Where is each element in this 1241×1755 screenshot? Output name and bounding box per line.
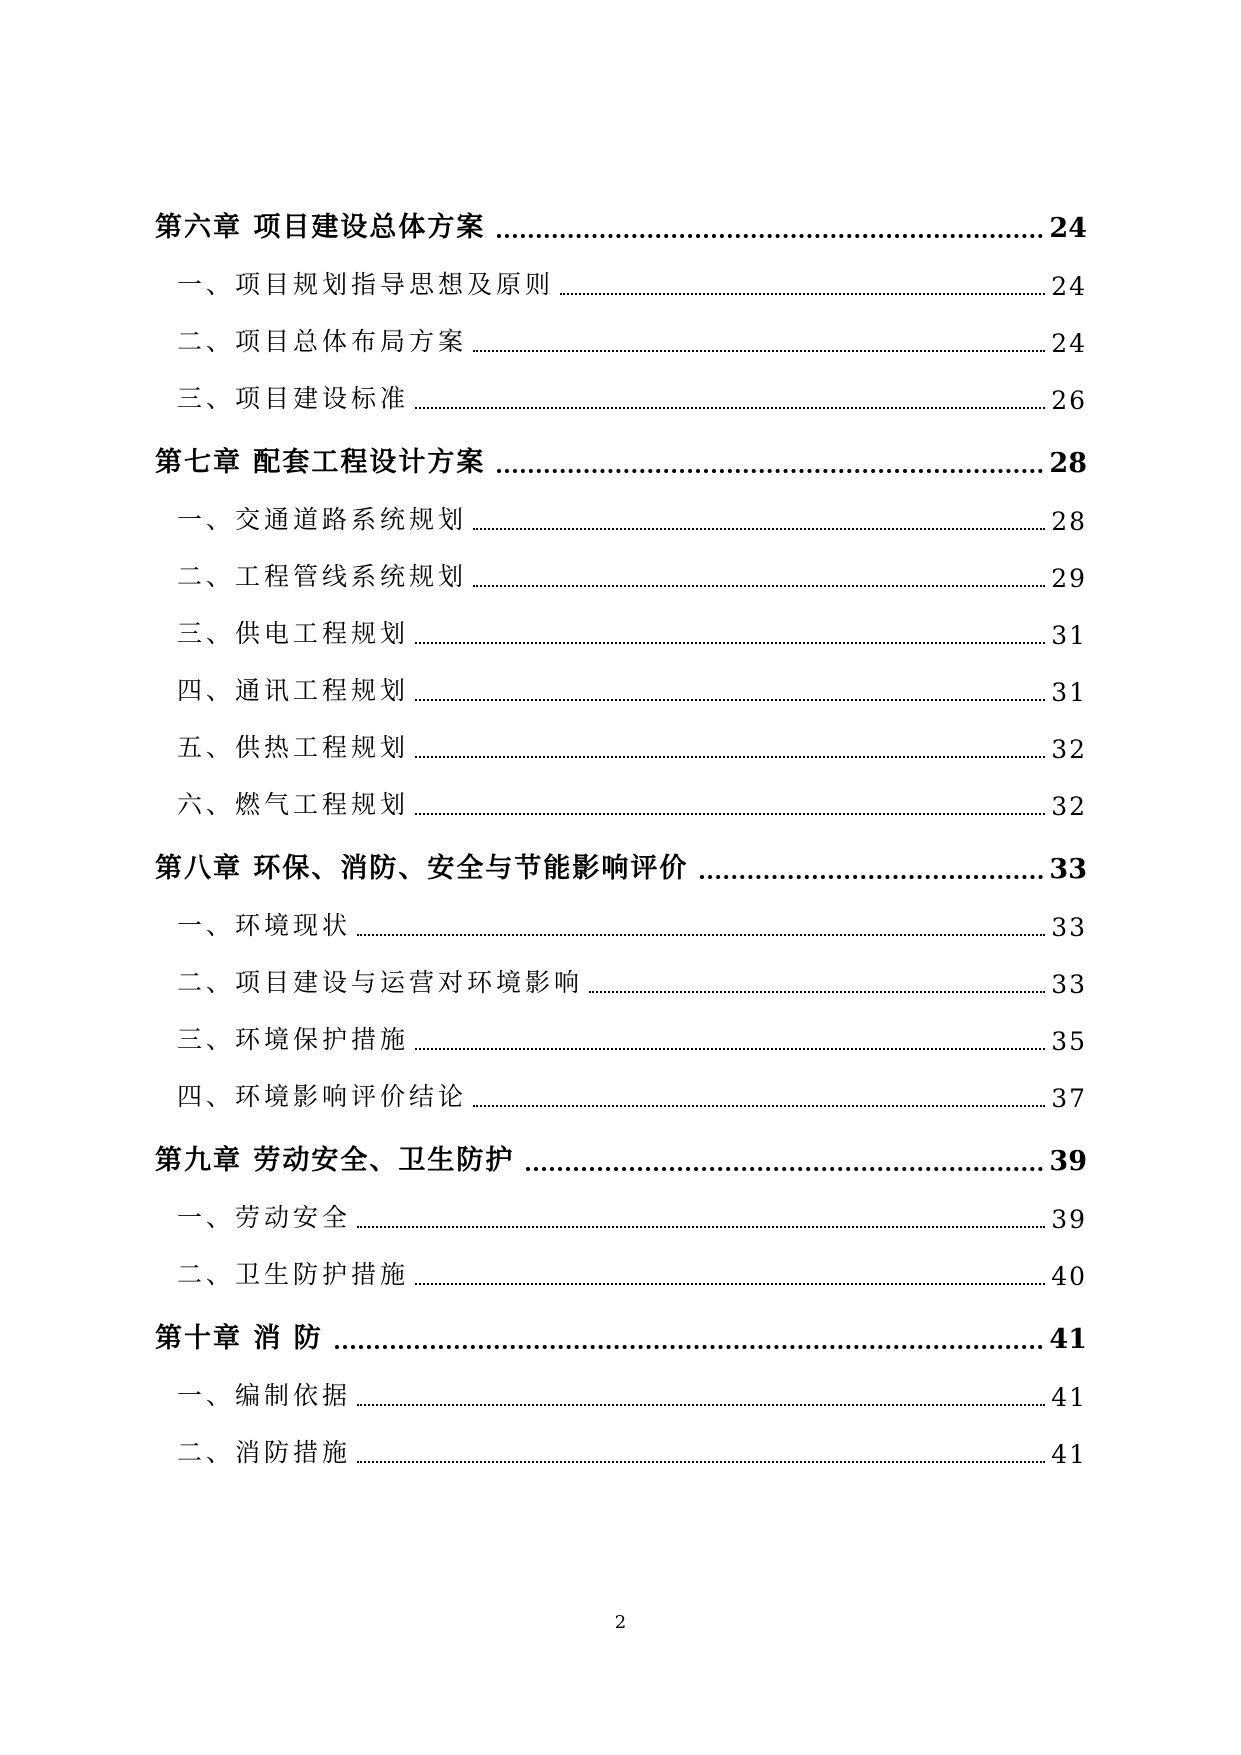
toc-entry-page: 24 xyxy=(1051,329,1087,358)
toc-entry-title: 一、项目规划指导思想及原则 xyxy=(177,270,555,299)
toc-entry-title: 一、环境现状 xyxy=(177,911,352,940)
toc-dot-leader xyxy=(415,1283,1045,1285)
toc-entry-title: 第八章 环保、消防、安全与节能影响评价 xyxy=(155,853,689,884)
toc-chapter-10[interactable] xyxy=(155,1301,1087,1365)
toc-dot-leader xyxy=(415,407,1045,409)
toc-dot-leader xyxy=(415,1048,1045,1050)
toc-dot-leader xyxy=(357,1404,1045,1406)
toc-entry-title: 三、环境保护措施 xyxy=(177,1025,410,1054)
toc-section[interactable] xyxy=(155,1009,1087,1066)
toc-dot-leader xyxy=(473,585,1045,587)
toc-entry-title: 一、交通道路系统规划 xyxy=(177,505,468,534)
toc-entry-page: 33 xyxy=(1051,913,1087,942)
toc-dot-leader xyxy=(357,934,1045,936)
toc-dot-leader xyxy=(415,813,1045,815)
toc-entry-page: 28 xyxy=(1051,507,1087,536)
toc-section[interactable] xyxy=(155,952,1087,1009)
toc-entry-page: 41 xyxy=(1049,1324,1087,1355)
toc-entry-title: 第十章 消 防 xyxy=(155,1323,323,1354)
toc-entry-title: 二、项目总体布局方案 xyxy=(177,327,468,356)
toc-dot-leader xyxy=(589,991,1045,993)
toc-entry-title: 第七章 配套工程设计方案 xyxy=(155,447,486,478)
toc-entry-title: 四、环境影响评价结论 xyxy=(177,1082,468,1111)
toc-entry-page: 39 xyxy=(1049,1146,1087,1177)
toc-section[interactable] xyxy=(155,603,1087,660)
toc-entry-page: 41 xyxy=(1051,1440,1087,1469)
toc-entry-page: 33 xyxy=(1049,854,1087,885)
toc-section[interactable] xyxy=(155,1187,1087,1244)
toc-entry-title: 二、项目建设与运营对环境影响 xyxy=(177,968,584,997)
toc-dot-leader xyxy=(357,1226,1045,1228)
page-number: 2 xyxy=(614,1612,627,1633)
toc-entry-title: 五、供热工程规划 xyxy=(177,733,410,762)
toc-entry-title: 二、消防措施 xyxy=(177,1438,352,1467)
toc-entry-title: 三、供电工程规划 xyxy=(177,619,410,648)
toc-dot-leader xyxy=(415,756,1045,758)
toc-dot-leader xyxy=(335,1345,1044,1349)
toc-chapter-8[interactable] xyxy=(155,831,1087,895)
toc-chapter-6[interactable] xyxy=(155,190,1087,254)
toc-entry-page: 29 xyxy=(1051,564,1087,593)
toc-section[interactable] xyxy=(155,254,1087,311)
toc-entry-page: 26 xyxy=(1051,386,1087,415)
toc-dot-leader xyxy=(415,642,1045,644)
toc-entry-page: 37 xyxy=(1051,1084,1087,1113)
toc-entry-page: 40 xyxy=(1051,1262,1087,1291)
toc-dot-leader xyxy=(473,528,1045,530)
toc-dot-leader xyxy=(526,1167,1043,1171)
toc-dot-leader xyxy=(473,350,1045,352)
toc-entry-page: 24 xyxy=(1051,272,1087,301)
toc-dot-leader xyxy=(415,699,1045,701)
toc-chapter-9[interactable] xyxy=(155,1123,1087,1187)
toc-entry-title: 一、编制依据 xyxy=(177,1381,352,1410)
toc-dot-leader xyxy=(497,234,1043,238)
toc-section[interactable] xyxy=(155,774,1087,831)
toc-section[interactable] xyxy=(155,1422,1087,1479)
toc-section[interactable] xyxy=(155,660,1087,717)
toc-dot-leader xyxy=(473,1105,1045,1107)
toc-dot-leader xyxy=(497,469,1043,473)
toc-entry-page: 39 xyxy=(1051,1205,1087,1234)
toc-entry-title: 第六章 项目建设总体方案 xyxy=(155,212,486,243)
toc-chapter-7[interactable] xyxy=(155,425,1087,489)
toc-section[interactable] xyxy=(155,717,1087,774)
toc-dot-leader xyxy=(357,1461,1045,1463)
toc-entry-title: 第九章 劳动安全、卫生防护 xyxy=(155,1145,515,1176)
toc-entry-page: 32 xyxy=(1051,735,1087,764)
toc-section[interactable] xyxy=(155,311,1087,368)
toc-entry-page: 35 xyxy=(1051,1027,1087,1056)
toc-section[interactable] xyxy=(155,368,1087,425)
toc-entry-page: 32 xyxy=(1051,792,1087,821)
toc-entry-title: 一、劳动安全 xyxy=(177,1203,352,1232)
table-of-contents xyxy=(155,190,1087,1479)
toc-entry-page: 33 xyxy=(1051,970,1087,999)
toc-entry-title: 二、卫生防护措施 xyxy=(177,1260,410,1289)
toc-section[interactable] xyxy=(155,1244,1087,1301)
toc-section[interactable] xyxy=(155,1365,1087,1422)
toc-entry-page: 24 xyxy=(1049,213,1087,244)
toc-entry-page: 28 xyxy=(1049,448,1087,479)
toc-entry-page: 41 xyxy=(1051,1383,1087,1412)
toc-dot-leader xyxy=(700,875,1043,879)
toc-entry-title: 六、燃气工程规划 xyxy=(177,790,410,819)
toc-section[interactable] xyxy=(155,546,1087,603)
toc-dot-leader xyxy=(560,293,1045,295)
toc-entry-title: 三、项目建设标准 xyxy=(177,384,410,413)
toc-section[interactable] xyxy=(155,895,1087,952)
toc-entry-title: 四、通讯工程规划 xyxy=(177,676,410,705)
toc-entry-page: 31 xyxy=(1051,678,1087,707)
toc-section[interactable] xyxy=(155,1066,1087,1123)
toc-section[interactable] xyxy=(155,489,1087,546)
toc-entry-title: 二、工程管线系统规划 xyxy=(177,562,468,591)
toc-entry-page: 31 xyxy=(1051,621,1087,650)
